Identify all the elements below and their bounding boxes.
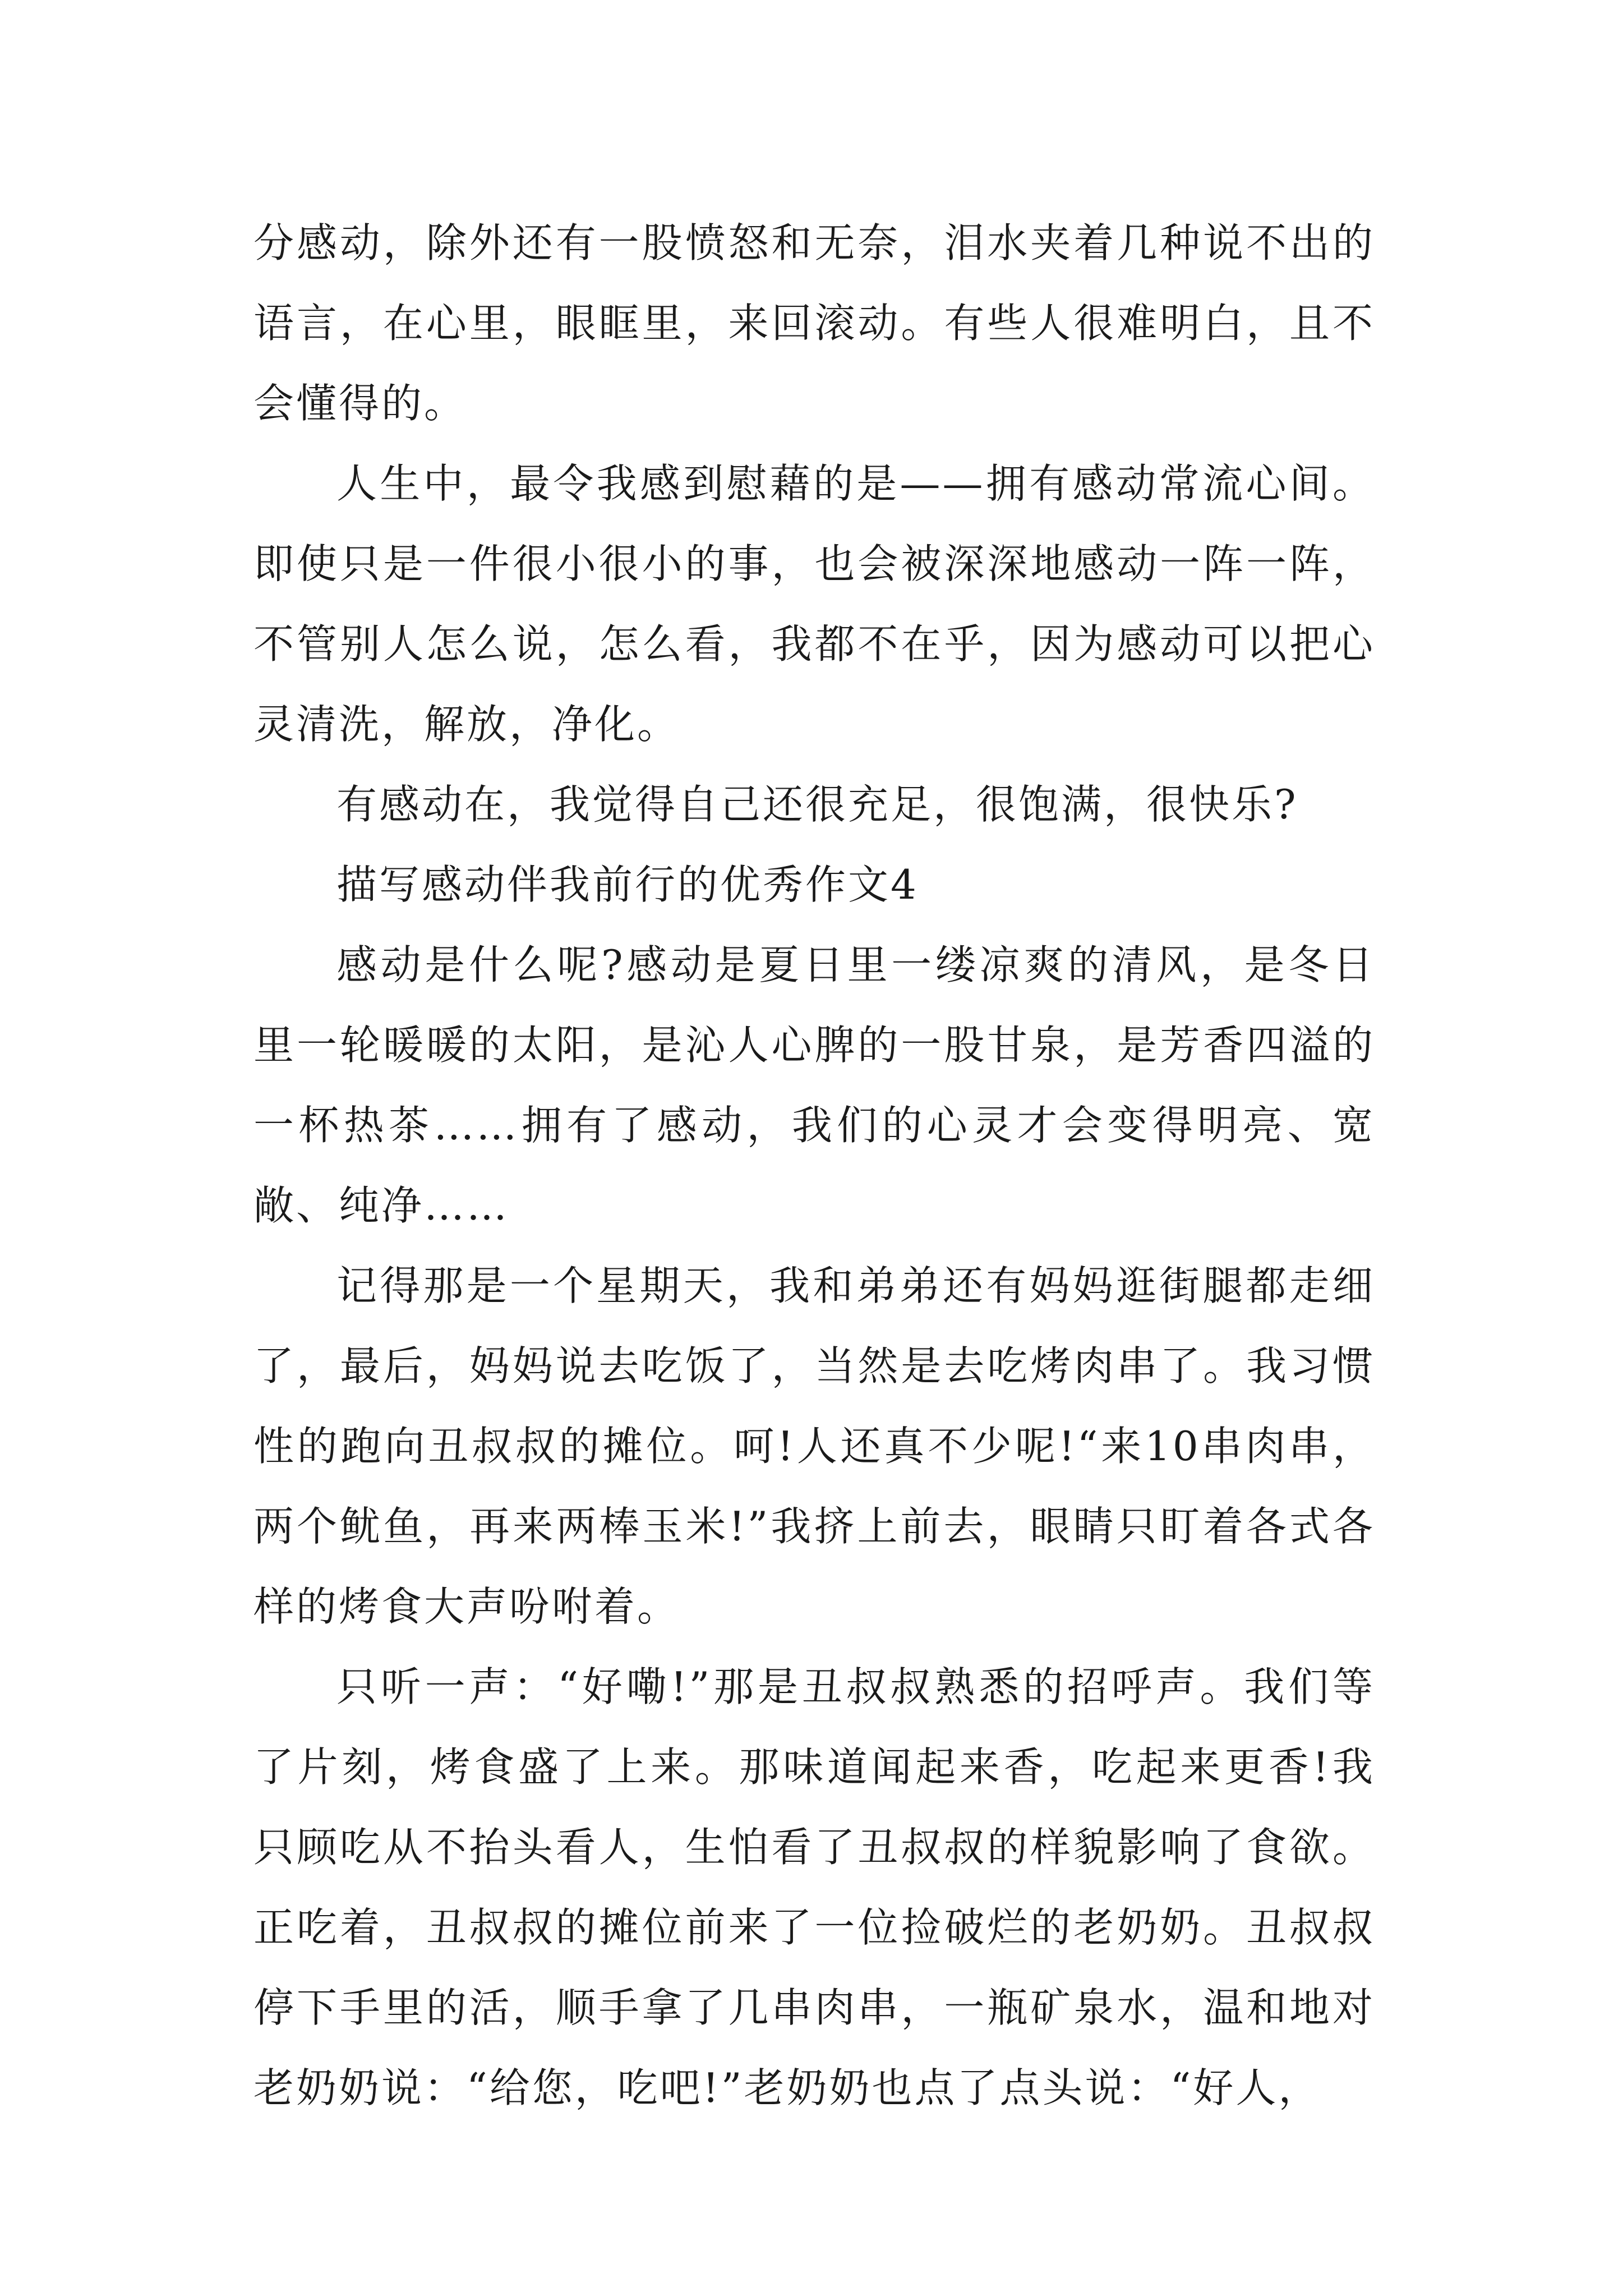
- paragraph-3: 有感动在，我觉得自己还很充足，很饱满，很快乐?: [336, 781, 1298, 828]
- document-body: [253, 203, 1375, 2128]
- paragraph-5: 记得那是一个星期天，我和弟弟还有妈妈逛街腿都走细了，最后，妈妈说去吃饭了，当然是去吃烤肉串了。我习惯性的跑向丑叔叔的摊位。呵!人还真不少呢!“来10串肉串，两个鱿鱼，再来两棒玉米!”我挤上前去，眼睛只盯着各式各样的烤食大声吩咐着。: [253, 1262, 1375, 1630]
- section-heading: 描写感动伴我前行的优秀作文4: [336, 861, 919, 908]
- paragraph-4: 感动是什么呢?感动是夏日里一缕凉爽的清风，是冬日里一轮暖暖的太阳，是沁人心脾的一股甘泉，是芳香四溢的一杯热茶……拥有了感动，我们的心灵才会变得明亮、宽敞、纯净……: [253, 941, 1375, 1229]
- paragraph-1: 分感动，除外还有一股愤怒和无奈，泪水夹着几种说不出的语言，在心里，眼眶里，来回滚动。有些人很难明白，且不会懂得的。: [253, 219, 1375, 427]
- paragraph-2: 人生中，最令我感到慰藉的是——拥有感动常流心间。即使只是一件很小很小的事，也会被深深地感动一阵一阵，不管别人怎么说，怎么看，我都不在乎，因为感动可以把心灵清洗，解放，净化。: [253, 460, 1375, 748]
- paragraph-6: 只听一声：“好嘞!”那是丑叔叔熟悉的招呼声。我们等了片刻，烤食盛了上来。那味道闻起来香，吃起来更香!我只顾吃从不抬头看人，生怕看了丑叔叔的样貌影响了食欲。正吃着，丑叔叔的摊位前来了一位捡破烂的老奶奶。丑叔叔停下手里的活，顺手拿了几串肉串，一瓶矿泉水，温和地对老奶奶说：“给您，吃吧!”老奶奶也点了点头说：“好人，: [253, 1663, 1375, 2111]
